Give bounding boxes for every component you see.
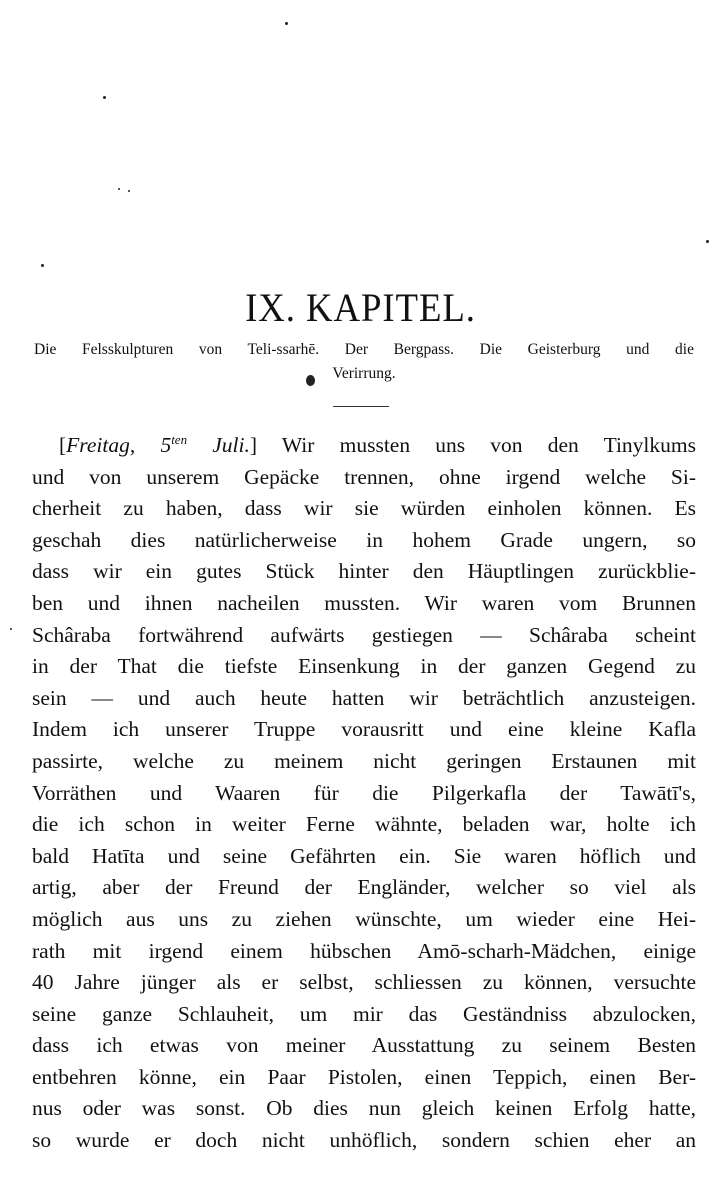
text-line: rath mit irgend einem hübschen Amō-scharh-Mädchen, einige [32, 938, 696, 963]
body-paragraph [32, 430, 696, 1157]
text-line: dass ich etwas von meiner Ausstattung zu seinem Besten [32, 1033, 696, 1058]
scan-speck [706, 240, 709, 243]
scan-speck [128, 190, 130, 192]
date-bracket-open: [ [59, 433, 67, 457]
date-bracket-close: ] [249, 433, 258, 457]
text-line: bald Hatīta und seine Gefährten ein. Sie waren höflich und [32, 843, 696, 868]
text-line: Schâraba fortwährend aufwärts gestiegen — Schâraba scheint [32, 622, 696, 647]
scan-speck [285, 22, 288, 25]
text-line: so wurde er doch nicht unhöflich, sondern schien eher an [32, 1128, 696, 1153]
scan-speck [103, 96, 106, 99]
text-line: Vorräthen und Waaren für die Pilgerkafla der Tawātī's, [32, 780, 696, 805]
section-divider [333, 406, 389, 407]
text-line: entbehren könne, ein Paar Pistolen, einen Teppich, einen Ber- [32, 1064, 696, 1089]
date-weekday: Freitag, [66, 433, 136, 457]
text-line: seine ganze Schlauheit, um mir das Geständniss abzulocken, [32, 1001, 696, 1026]
text-line: ben und ihnen nacheilen mussten. Wir waren vom Brunnen [32, 590, 696, 615]
text-line: passirte, welche zu meinem nicht geringen Erstaunen mit [32, 748, 696, 773]
scan-speck [10, 628, 12, 630]
date-day-suffix: ten [171, 431, 188, 447]
text-line: 40 Jahre jünger als er selbst, schliessen zu können, versuchte [32, 970, 696, 995]
date-day: $5^{ten}$ [160, 431, 188, 457]
text-line: in der That die tiefste Einsenkung in der ganzen Gegend zu [32, 654, 696, 679]
date-month: Juli. [212, 433, 250, 457]
summary-line: Die Felsskulpturen von Teli-ssarhē. Der Bergpass. Die Geisterburg und die [34, 341, 694, 358]
text-line: und von unserem Gepäcke trennen, ohne irgend welche Si- [32, 464, 696, 489]
text-line: dass wir ein gutes Stück hinter den Häuptlingen zurückblie- [32, 559, 696, 584]
chapter-summary [34, 338, 694, 386]
scan-speck [118, 188, 120, 190]
text-line: die ich schon in weiter Ferne wähnte, beladen war, holte ich [32, 812, 696, 837]
text-line: artig, aber der Freund der Engländer, welcher so viel als [32, 875, 696, 900]
text-line: möglich aus uns zu ziehen wünschte, um wieder eine Hei- [32, 906, 696, 931]
text-line: geschah dies natürlicherweise in hohem Grade ungern, so [32, 527, 696, 552]
text-line: sein — und auch heute hatten wir beträchtlich anzusteigen. [32, 685, 696, 710]
scan-speck [41, 264, 44, 267]
text-line: Indem ich unserer Truppe vorausritt und eine kleine Kafla [32, 717, 696, 742]
text-line: nus oder was sonst. Ob dies nun gleich keinen Erfolg hatte, [32, 1096, 696, 1121]
text-line: Wir mussten uns von den Tinylkums [281, 433, 696, 457]
chapter-title: IX. KAPITEL. [245, 285, 476, 330]
text-line: cherheit zu haben, dass wir sie würden einholen können. Es [32, 496, 696, 521]
summary-line: Verirrung. [332, 365, 396, 382]
paragraph-first-line [32, 430, 696, 462]
